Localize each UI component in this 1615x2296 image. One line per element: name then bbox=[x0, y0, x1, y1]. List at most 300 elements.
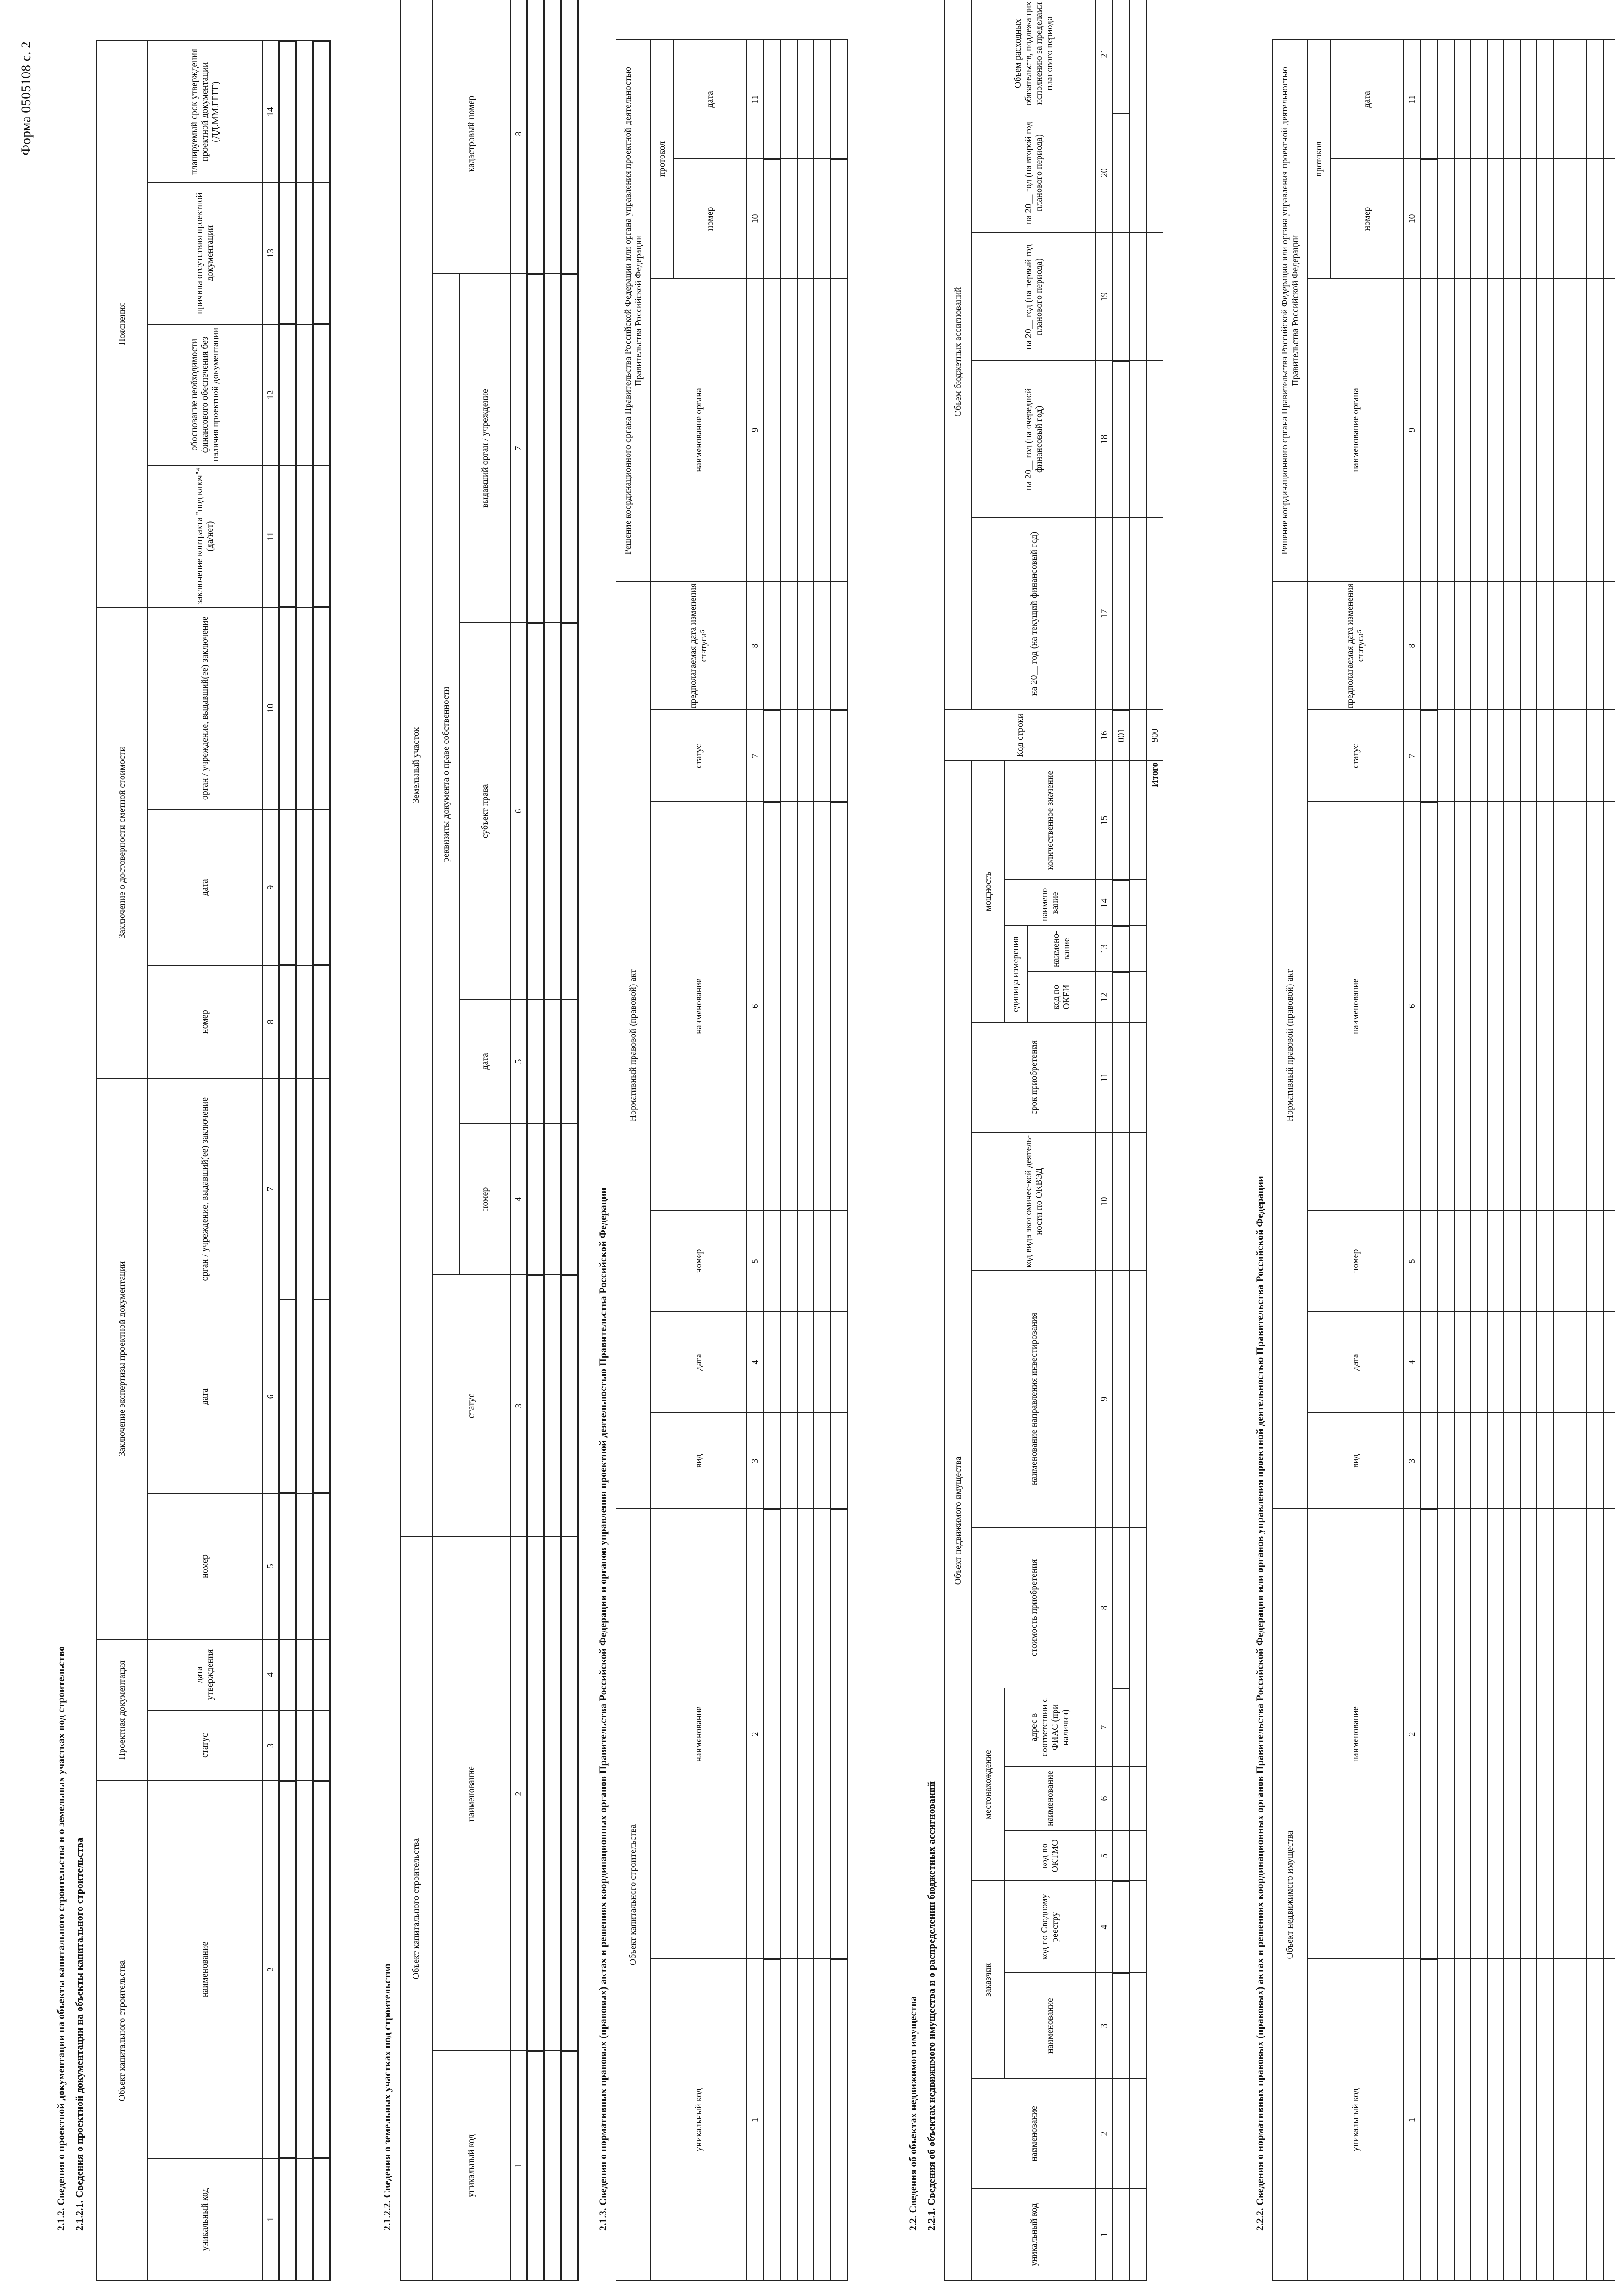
table-cell[interactable] bbox=[764, 581, 781, 710]
table-cell[interactable] bbox=[1130, 760, 1147, 880]
table-cell[interactable] bbox=[814, 1412, 831, 1509]
table-cell[interactable] bbox=[1537, 1413, 1553, 1509]
col-body-name: наименование органа bbox=[650, 278, 747, 581]
table-cell[interactable] bbox=[1603, 802, 1615, 1211]
table-cell[interactable] bbox=[831, 581, 848, 710]
table-cell[interactable] bbox=[1570, 1413, 1587, 1509]
table-cell[interactable] bbox=[1130, 1831, 1147, 1881]
table-cell[interactable] bbox=[1421, 39, 1438, 159]
table-cell[interactable] bbox=[279, 1078, 296, 1300]
table-cell[interactable] bbox=[1421, 710, 1438, 802]
table-cell[interactable] bbox=[1603, 1413, 1615, 1509]
table-cell[interactable] bbox=[1113, 517, 1130, 710]
table-cell[interactable] bbox=[1130, 0, 1147, 113]
table-cell[interactable] bbox=[781, 159, 798, 278]
table-cell[interactable] bbox=[1113, 113, 1130, 232]
table-cell[interactable] bbox=[1438, 1509, 1455, 1959]
table-cell[interactable] bbox=[1454, 1413, 1471, 1509]
table-cell[interactable] bbox=[764, 159, 781, 278]
table-cell[interactable] bbox=[1553, 279, 1570, 582]
table-cell[interactable] bbox=[1113, 2189, 1130, 2281]
table-cell[interactable] bbox=[313, 324, 330, 466]
table-cell[interactable] bbox=[814, 1311, 831, 1412]
table-cell[interactable] bbox=[781, 278, 798, 581]
table-cell[interactable] bbox=[527, 274, 544, 623]
table-cell[interactable] bbox=[1504, 1509, 1520, 1959]
table-cell[interactable] bbox=[1113, 1271, 1130, 1528]
table-cell[interactable] bbox=[296, 1639, 313, 1710]
table-cell[interactable] bbox=[1520, 802, 1537, 1211]
table-cell[interactable] bbox=[1587, 159, 1603, 279]
table-cell[interactable] bbox=[1113, 1831, 1130, 1881]
table-cell[interactable] bbox=[1537, 159, 1553, 279]
table-cell[interactable] bbox=[1504, 279, 1520, 582]
table-cell[interactable] bbox=[1570, 1312, 1587, 1413]
table-cell[interactable] bbox=[1487, 279, 1504, 582]
table-cell[interactable] bbox=[1504, 802, 1520, 1211]
table-cell[interactable] bbox=[1537, 1312, 1553, 1413]
table-cell[interactable] bbox=[1146, 232, 1163, 361]
table-cell[interactable] bbox=[797, 159, 814, 278]
table-cell[interactable] bbox=[1487, 1959, 1504, 2281]
table-cell[interactable] bbox=[797, 1959, 814, 2281]
table-cell[interactable] bbox=[1146, 361, 1163, 517]
table-cell[interactable] bbox=[781, 802, 798, 1210]
table-cell[interactable] bbox=[1471, 39, 1487, 159]
table-cell[interactable] bbox=[1487, 1509, 1504, 1959]
table-cell[interactable] bbox=[544, 0, 561, 274]
table-cell[interactable] bbox=[561, 274, 578, 623]
table-cell[interactable] bbox=[1603, 159, 1615, 279]
table-cell[interactable] bbox=[1537, 802, 1553, 1211]
table-cell[interactable] bbox=[1146, 113, 1163, 232]
table-cell[interactable] bbox=[797, 1412, 814, 1509]
table-cell[interactable] bbox=[1520, 1959, 1537, 2281]
table-cell[interactable] bbox=[764, 710, 781, 802]
table-cell[interactable] bbox=[764, 1509, 781, 1959]
table-cell[interactable] bbox=[1570, 802, 1587, 1211]
table-cell[interactable] bbox=[1553, 39, 1570, 159]
table-cell[interactable] bbox=[1113, 1133, 1130, 1271]
table-cell[interactable] bbox=[764, 278, 781, 581]
table-cell[interactable] bbox=[1421, 279, 1438, 582]
table-cell[interactable] bbox=[1487, 802, 1504, 1211]
table-cell[interactable] bbox=[814, 159, 831, 278]
table-cell[interactable] bbox=[279, 1300, 296, 1493]
table-cell[interactable] bbox=[1454, 279, 1471, 582]
table-cell[interactable] bbox=[1587, 39, 1603, 159]
table-cell[interactable] bbox=[1471, 710, 1487, 802]
table-cell[interactable] bbox=[814, 1959, 831, 2281]
table-cell[interactable] bbox=[1438, 1413, 1455, 1509]
table-cell[interactable] bbox=[279, 324, 296, 466]
table-cell[interactable] bbox=[1130, 1881, 1147, 1973]
table-cell[interactable] bbox=[313, 1493, 330, 1639]
table-cell[interactable] bbox=[814, 581, 831, 710]
table-cell[interactable] bbox=[1587, 1413, 1603, 1509]
table-cell[interactable] bbox=[544, 623, 561, 999]
table-cell[interactable] bbox=[831, 1509, 848, 1959]
table-cell[interactable] bbox=[797, 710, 814, 802]
table-cell[interactable] bbox=[296, 1710, 313, 1781]
table-cell[interactable] bbox=[1553, 1509, 1570, 1959]
table-cell[interactable] bbox=[1520, 1312, 1537, 1413]
table-cell[interactable] bbox=[814, 39, 831, 159]
table-cell[interactable] bbox=[1438, 159, 1455, 279]
table-cell[interactable] bbox=[1113, 926, 1130, 972]
table-cell[interactable] bbox=[279, 1781, 296, 2158]
table-cell[interactable] bbox=[1113, 1023, 1130, 1133]
table-cell[interactable] bbox=[313, 466, 330, 607]
table-cell[interactable] bbox=[313, 1710, 330, 1781]
table-cell[interactable] bbox=[1520, 1211, 1537, 1312]
table-cell[interactable] bbox=[1570, 279, 1587, 582]
table-cell[interactable] bbox=[527, 999, 544, 1123]
table-cell[interactable] bbox=[1570, 582, 1587, 710]
table-cell[interactable] bbox=[1113, 1688, 1130, 1767]
table-cell[interactable] bbox=[313, 183, 330, 324]
table-cell[interactable] bbox=[1421, 1509, 1438, 1959]
table-cell[interactable] bbox=[1454, 1959, 1471, 2281]
table-cell[interactable] bbox=[313, 810, 330, 965]
table-cell[interactable] bbox=[527, 623, 544, 999]
table-cell[interactable] bbox=[1603, 39, 1615, 159]
table-cell[interactable] bbox=[1587, 1211, 1603, 1312]
table-cell[interactable] bbox=[814, 1210, 831, 1311]
table-cell[interactable] bbox=[797, 278, 814, 581]
table-cell[interactable] bbox=[1520, 582, 1537, 710]
table-cell[interactable] bbox=[1130, 1271, 1147, 1528]
table-cell[interactable] bbox=[279, 965, 296, 1078]
table-cell[interactable] bbox=[1520, 39, 1537, 159]
table-cell[interactable] bbox=[831, 278, 848, 581]
table-cell[interactable] bbox=[1113, 1528, 1130, 1688]
table-cell[interactable] bbox=[1130, 710, 1147, 760]
table-cell[interactable] bbox=[561, 623, 578, 999]
table-cell[interactable] bbox=[1113, 1767, 1130, 1831]
table-cell[interactable] bbox=[1487, 582, 1504, 710]
table-cell[interactable] bbox=[797, 1311, 814, 1412]
table-cell[interactable] bbox=[781, 1412, 798, 1509]
table-cell[interactable] bbox=[1553, 582, 1570, 710]
table-cell[interactable] bbox=[1438, 1211, 1455, 1312]
table-cell[interactable] bbox=[1130, 361, 1147, 517]
table-cell[interactable] bbox=[1454, 802, 1471, 1211]
table-cell[interactable] bbox=[1113, 232, 1130, 361]
table-cell[interactable] bbox=[1587, 1312, 1603, 1413]
table-cell[interactable] bbox=[1130, 1133, 1147, 1271]
table-cell[interactable] bbox=[296, 607, 313, 810]
table-cell[interactable] bbox=[1454, 1509, 1471, 1959]
table-cell[interactable] bbox=[313, 965, 330, 1078]
table-cell[interactable] bbox=[1537, 279, 1553, 582]
table-cell[interactable] bbox=[561, 1536, 578, 2051]
table-cell[interactable] bbox=[527, 1123, 544, 1275]
table-cell[interactable] bbox=[1603, 1211, 1615, 1312]
table-cell[interactable] bbox=[527, 1275, 544, 1536]
table-cell[interactable] bbox=[1603, 582, 1615, 710]
table-cell[interactable] bbox=[1537, 1959, 1553, 2281]
table-cell[interactable] bbox=[1113, 972, 1130, 1023]
table-cell[interactable] bbox=[544, 1275, 561, 1536]
table-cell[interactable] bbox=[1570, 1509, 1587, 1959]
table-cell[interactable] bbox=[1113, 880, 1130, 926]
table-cell[interactable] bbox=[1587, 802, 1603, 1211]
table-cell[interactable] bbox=[544, 274, 561, 623]
table-cell[interactable] bbox=[1570, 710, 1587, 802]
table-cell[interactable] bbox=[764, 1412, 781, 1509]
table-cell[interactable] bbox=[313, 607, 330, 810]
table-cell[interactable] bbox=[1587, 582, 1603, 710]
table-cell[interactable] bbox=[814, 710, 831, 802]
table-cell[interactable] bbox=[296, 183, 313, 324]
table-cell[interactable] bbox=[1587, 279, 1603, 582]
table-cell[interactable] bbox=[279, 1493, 296, 1639]
table-cell[interactable] bbox=[831, 1210, 848, 1311]
table-cell[interactable] bbox=[1454, 1211, 1471, 1312]
table-cell[interactable] bbox=[313, 1300, 330, 1493]
table-cell[interactable] bbox=[1487, 39, 1504, 159]
table-cell[interactable] bbox=[1471, 582, 1487, 710]
table-cell[interactable] bbox=[544, 1123, 561, 1275]
table-cell[interactable] bbox=[1454, 39, 1471, 159]
table-cell[interactable] bbox=[1537, 39, 1553, 159]
table-cell[interactable] bbox=[1471, 279, 1487, 582]
table-cell[interactable] bbox=[1130, 880, 1147, 926]
table-cell[interactable] bbox=[1504, 710, 1520, 802]
table-cell[interactable] bbox=[1454, 1312, 1471, 1413]
table-cell[interactable] bbox=[1471, 1312, 1487, 1413]
table-cell[interactable] bbox=[296, 2158, 313, 2281]
table-cell[interactable] bbox=[781, 39, 798, 159]
table-cell[interactable] bbox=[1603, 1509, 1615, 1959]
table-cell[interactable] bbox=[1553, 1413, 1570, 1509]
table-cell[interactable] bbox=[313, 1639, 330, 1710]
table-cell[interactable] bbox=[1454, 710, 1471, 802]
table-cell[interactable] bbox=[1421, 582, 1438, 710]
table-cell[interactable] bbox=[797, 39, 814, 159]
table-cell[interactable] bbox=[1421, 1413, 1438, 1509]
table-cell[interactable] bbox=[1471, 802, 1487, 1211]
table-cell[interactable] bbox=[1570, 1211, 1587, 1312]
table-cell[interactable] bbox=[1130, 113, 1147, 232]
table-cell[interactable] bbox=[279, 466, 296, 607]
table-cell[interactable] bbox=[279, 183, 296, 324]
table-cell[interactable] bbox=[296, 1300, 313, 1493]
table-cell[interactable] bbox=[1471, 1959, 1487, 2281]
table-cell[interactable] bbox=[296, 810, 313, 965]
table-cell[interactable] bbox=[296, 41, 313, 183]
table-cell[interactable] bbox=[1130, 517, 1147, 710]
table-cell[interactable] bbox=[1504, 1211, 1520, 1312]
table-cell[interactable] bbox=[1537, 1211, 1553, 1312]
table-cell[interactable] bbox=[561, 0, 578, 274]
table-cell[interactable] bbox=[1487, 159, 1504, 279]
table-cell[interactable] bbox=[1421, 1211, 1438, 1312]
table-cell[interactable] bbox=[561, 2051, 578, 2281]
table-cell[interactable] bbox=[1130, 232, 1147, 361]
table-cell[interactable] bbox=[1146, 0, 1163, 113]
table-cell[interactable] bbox=[814, 1509, 831, 1959]
table-cell[interactable] bbox=[1570, 159, 1587, 279]
table-cell[interactable] bbox=[1454, 159, 1471, 279]
table-cell[interactable] bbox=[296, 1781, 313, 2158]
table-cell[interactable] bbox=[1603, 279, 1615, 582]
table-cell[interactable] bbox=[279, 1710, 296, 1781]
table-cell[interactable] bbox=[1487, 1413, 1504, 1509]
table-cell[interactable] bbox=[814, 278, 831, 581]
table-cell[interactable] bbox=[1504, 1959, 1520, 2281]
table-cell[interactable] bbox=[1438, 279, 1455, 582]
table-cell[interactable] bbox=[296, 466, 313, 607]
table-cell[interactable] bbox=[1438, 39, 1455, 159]
table-cell[interactable] bbox=[1603, 1312, 1615, 1413]
table-cell[interactable] bbox=[1113, 2079, 1130, 2189]
table-cell[interactable] bbox=[1421, 1312, 1438, 1413]
table-cell[interactable] bbox=[1520, 1413, 1537, 1509]
table-cell[interactable] bbox=[1113, 760, 1130, 880]
table-cell[interactable] bbox=[1438, 802, 1455, 1211]
table-cell[interactable] bbox=[1130, 1688, 1147, 1767]
table-cell[interactable] bbox=[797, 581, 814, 710]
table-cell[interactable] bbox=[831, 1412, 848, 1509]
table-cell[interactable] bbox=[313, 41, 330, 183]
table-cell[interactable] bbox=[1438, 1959, 1455, 2281]
table-cell[interactable] bbox=[764, 1210, 781, 1311]
table-cell[interactable] bbox=[764, 1311, 781, 1412]
table-cell[interactable] bbox=[1113, 1973, 1130, 2079]
table-cell[interactable] bbox=[1146, 517, 1163, 710]
table-cell[interactable] bbox=[781, 1509, 798, 1959]
table-cell[interactable] bbox=[544, 2051, 561, 2281]
table-cell[interactable] bbox=[296, 324, 313, 466]
table-cell[interactable] bbox=[814, 802, 831, 1210]
table-cell[interactable] bbox=[1553, 710, 1570, 802]
table-cell[interactable] bbox=[1113, 361, 1130, 517]
table-cell[interactable] bbox=[1421, 159, 1438, 279]
table-cell[interactable] bbox=[313, 1078, 330, 1300]
table-cell[interactable] bbox=[1438, 1312, 1455, 1413]
table-cell[interactable] bbox=[313, 2158, 330, 2281]
table-cell[interactable] bbox=[1421, 1959, 1438, 2281]
table-cell[interactable] bbox=[831, 39, 848, 159]
table-cell[interactable] bbox=[781, 1311, 798, 1412]
table-cell[interactable] bbox=[1487, 1211, 1504, 1312]
table-cell[interactable] bbox=[544, 1536, 561, 2051]
table-cell[interactable] bbox=[1130, 2189, 1147, 2281]
table-cell[interactable] bbox=[831, 1959, 848, 2281]
table-cell[interactable] bbox=[527, 0, 544, 274]
table-cell[interactable] bbox=[1113, 1881, 1130, 1973]
table-cell[interactable] bbox=[1130, 1023, 1147, 1133]
table-cell[interactable] bbox=[1570, 39, 1587, 159]
table-cell[interactable] bbox=[1487, 710, 1504, 802]
table-cell[interactable] bbox=[279, 607, 296, 810]
table-cell[interactable] bbox=[1553, 1211, 1570, 1312]
table-cell[interactable] bbox=[1471, 1509, 1487, 1959]
table-cell[interactable] bbox=[1520, 159, 1537, 279]
table-cell[interactable] bbox=[1130, 1767, 1147, 1831]
table-cell[interactable] bbox=[1504, 1413, 1520, 1509]
table-cell[interactable] bbox=[1587, 1509, 1603, 1959]
table-cell[interactable] bbox=[1520, 279, 1537, 582]
table-cell[interactable] bbox=[797, 1509, 814, 1959]
table-cell[interactable] bbox=[831, 710, 848, 802]
table-cell[interactable] bbox=[544, 999, 561, 1123]
table-cell[interactable] bbox=[1603, 1959, 1615, 2281]
table-cell[interactable] bbox=[279, 2158, 296, 2281]
table-cell[interactable] bbox=[1471, 1211, 1487, 1312]
table-cell[interactable] bbox=[527, 1536, 544, 2051]
table-cell[interactable] bbox=[279, 810, 296, 965]
table-cell[interactable] bbox=[561, 1275, 578, 1536]
table-cell[interactable] bbox=[1587, 1959, 1603, 2281]
table-cell[interactable] bbox=[764, 39, 781, 159]
table-cell[interactable] bbox=[561, 999, 578, 1123]
table-cell[interactable] bbox=[1471, 159, 1487, 279]
table-cell[interactable] bbox=[296, 1078, 313, 1300]
table-cell[interactable] bbox=[1504, 1312, 1520, 1413]
table-cell[interactable] bbox=[296, 965, 313, 1078]
table-cell[interactable] bbox=[1553, 159, 1570, 279]
table-cell[interactable] bbox=[797, 1210, 814, 1311]
table-cell[interactable] bbox=[1504, 582, 1520, 710]
table-cell[interactable] bbox=[1553, 1959, 1570, 2281]
table-cell[interactable] bbox=[1520, 1509, 1537, 1959]
table-cell[interactable] bbox=[797, 802, 814, 1210]
table-cell[interactable] bbox=[313, 1781, 330, 2158]
table-cell[interactable] bbox=[527, 2051, 544, 2281]
table-cell[interactable] bbox=[296, 1493, 313, 1639]
table-cell[interactable] bbox=[831, 1311, 848, 1412]
table-cell[interactable] bbox=[1130, 972, 1147, 1023]
table-cell[interactable] bbox=[764, 1959, 781, 2281]
table-cell[interactable] bbox=[764, 802, 781, 1210]
table-cell[interactable] bbox=[1520, 710, 1537, 802]
table-cell[interactable] bbox=[1438, 582, 1455, 710]
table-cell[interactable] bbox=[1537, 1509, 1553, 1959]
table-cell[interactable] bbox=[1553, 1312, 1570, 1413]
table-cell[interactable] bbox=[831, 802, 848, 1210]
table-cell[interactable] bbox=[1471, 1413, 1487, 1509]
table-cell[interactable] bbox=[279, 41, 296, 183]
table-cell[interactable] bbox=[781, 710, 798, 802]
table-cell[interactable] bbox=[1113, 0, 1130, 113]
table-cell[interactable] bbox=[1553, 802, 1570, 1211]
table-cell[interactable] bbox=[781, 1959, 798, 2281]
table-cell[interactable] bbox=[1130, 2079, 1147, 2189]
table-cell[interactable] bbox=[1537, 582, 1553, 710]
table-cell[interactable] bbox=[1438, 710, 1455, 802]
table-cell[interactable] bbox=[1487, 1312, 1504, 1413]
table-cell[interactable] bbox=[1603, 710, 1615, 802]
table-cell[interactable] bbox=[1537, 710, 1553, 802]
table-cell[interactable] bbox=[561, 1123, 578, 1275]
table-cell[interactable] bbox=[1421, 802, 1438, 1211]
table-cell[interactable] bbox=[1587, 710, 1603, 802]
table-cell[interactable] bbox=[1504, 39, 1520, 159]
table-cell[interactable] bbox=[1130, 926, 1147, 972]
table-cell[interactable] bbox=[1454, 582, 1471, 710]
table-cell[interactable] bbox=[781, 581, 798, 710]
table-cell[interactable] bbox=[1570, 1959, 1587, 2281]
table-cell[interactable] bbox=[279, 1639, 296, 1710]
table-cell[interactable] bbox=[1130, 1528, 1147, 1688]
table-cell[interactable] bbox=[1504, 159, 1520, 279]
table-cell[interactable] bbox=[781, 1210, 798, 1311]
table-cell[interactable] bbox=[831, 159, 848, 278]
table-cell[interactable] bbox=[1130, 1973, 1147, 2079]
